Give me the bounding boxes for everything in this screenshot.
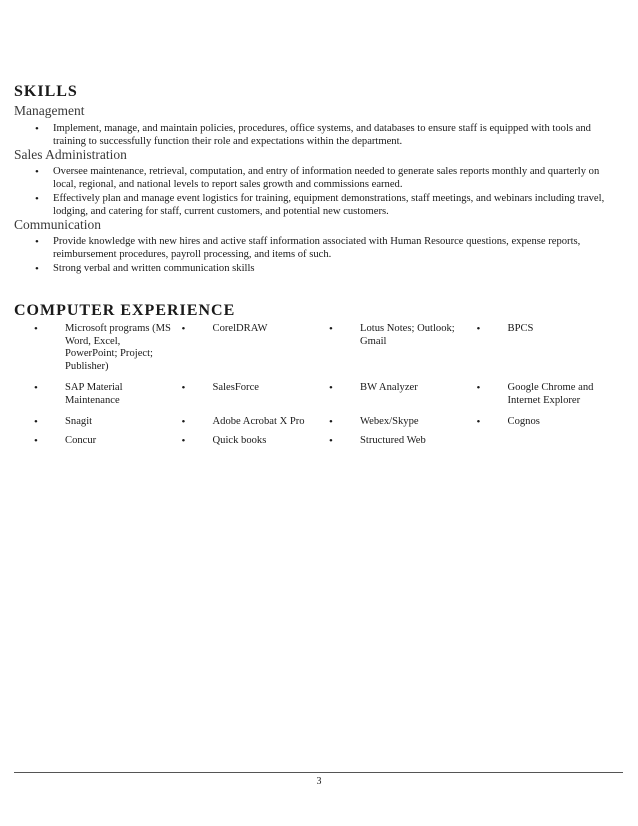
communication-list <box>14 236 618 278</box>
skill-item: • Cognos <box>477 416 625 429</box>
list-item: • Implement, manage, and maintain policies, procedures, office systems, and databases to ensure staff is equipped with tools and training to successfully function their role and expectations within the department. <box>14 123 618 148</box>
skill-item: • BPCS <box>477 323 625 373</box>
skill-item: • Google Chrome and Internet Explorer <box>477 382 625 407</box>
computer-skills-grid <box>34 323 624 456</box>
skills-row <box>34 323 624 373</box>
skills-row <box>34 382 624 407</box>
skill-item: • Adobe Acrobat X Pro <box>182 416 330 429</box>
skills-heading: SKILLS <box>14 83 78 100</box>
sales-administration-list <box>14 166 618 220</box>
computer-experience-heading: COMPUTER EXPERIENCE <box>14 302 236 319</box>
skill-item: • SalesForce <box>182 382 330 407</box>
footer-divider <box>14 772 623 773</box>
list-item: • Strong verbal and written communication skills <box>14 263 618 276</box>
skill-item: • Quick books <box>182 435 330 448</box>
skill-item: • Lotus Notes; Outlook; Gmail <box>329 323 477 373</box>
skill-group-title-sales-administration: Sales Administration <box>14 147 127 162</box>
skill-item: • Structured Web <box>329 435 477 448</box>
skill-item: • BW Analyzer <box>329 382 477 407</box>
skill-group-title-communication: Communication <box>14 217 101 232</box>
skill-group-title-management: Management <box>14 103 85 118</box>
skill-item: • Snagit <box>34 416 182 429</box>
management-list <box>14 123 618 150</box>
skill-item-empty <box>477 435 625 448</box>
skills-row <box>34 435 624 448</box>
skill-item: • CorelDRAW <box>182 323 330 373</box>
skill-item: • Concur <box>34 435 182 448</box>
skill-item: • Microsoft programs (MS Word, Excel, PowerPoint; Project; Publisher) <box>34 323 182 373</box>
list-item: • Effectively plan and manage event logistics for training, equipment demonstrations, staff meetings, and webinars including travel, lodging, and catering for staff, current customers, and potential new customers. <box>14 193 618 218</box>
list-item: • Provide knowledge with new hires and active staff information associated with Human Resource questions, expense reports, reimbursement procedures, payroll processing, and items of such. <box>14 236 618 261</box>
skill-item: • SAP Material Maintenance <box>34 382 182 407</box>
skill-item: • Webex/Skype <box>329 416 477 429</box>
page-number: 3 <box>316 776 322 787</box>
list-item: • Oversee maintenance, retrieval, computation, and entry of information needed to generate sales reports monthly and quarterly on local, regional, and national levels to report sales growth and commissions earned. <box>14 166 618 191</box>
skills-row <box>34 416 624 429</box>
